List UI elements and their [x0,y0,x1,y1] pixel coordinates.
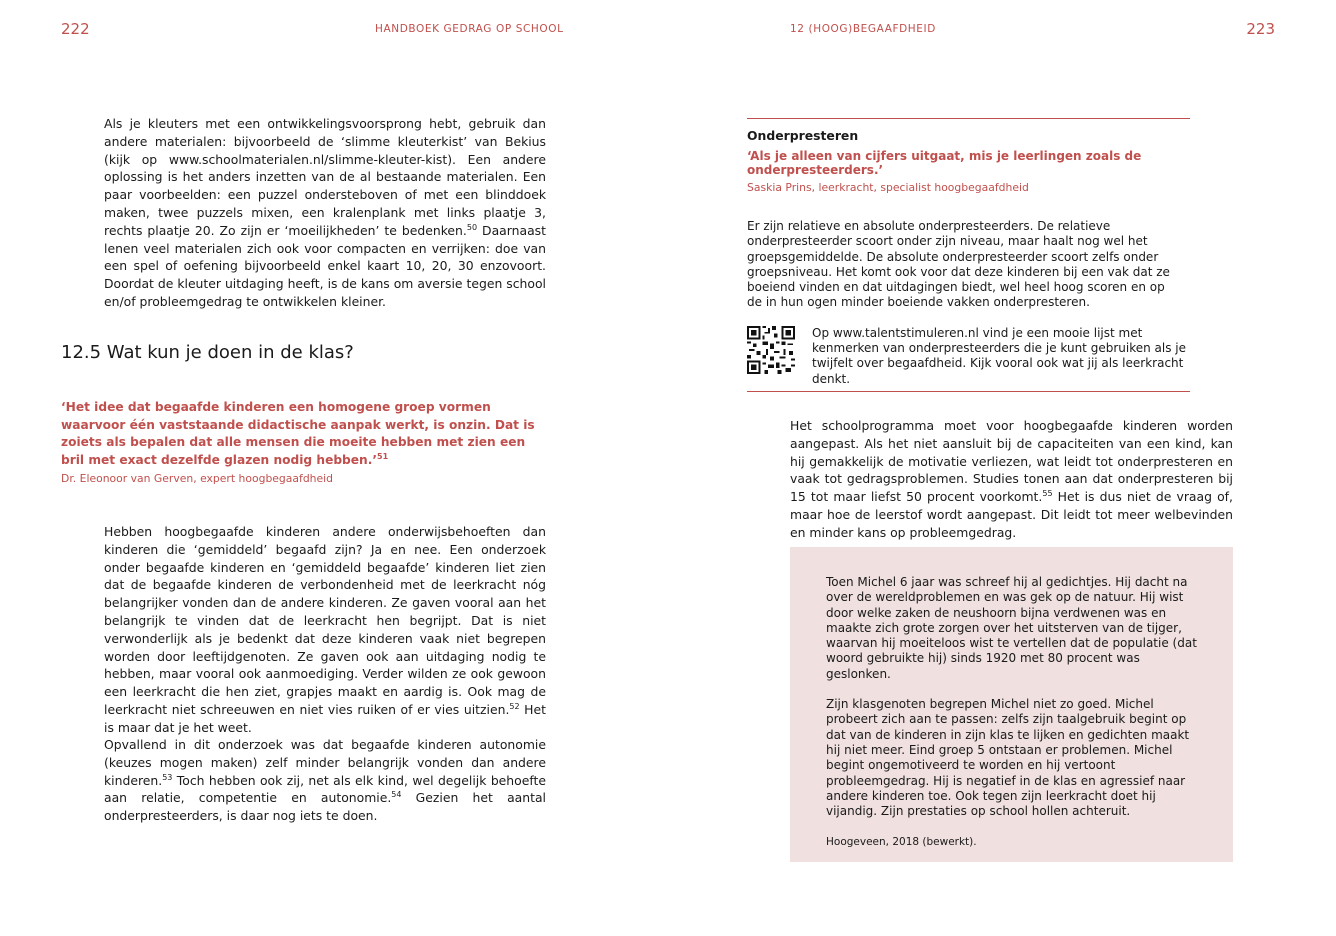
running-head-right: 12 (HOOG)BEGAAFDHEID [790,23,936,35]
case-paragraph-2: Zijn klasgenoten begrepen Michel niet zo goed. Michel probeert zich aan te passen: zelfs zijn taalgebruik begint op dat van de kinderen in zijn klas te lijken en gedichten maakt hij niet meer. Eind groep 5 ontstaan er problemen. Michel begint ongemotiveerd te worden en hij vertoont probleemgedrag. Hij is negatief in de klas en agressief naar andere kinderen toe. Ook tegen zijn leerkracht doet hij vijandig. Zijn prestaties op school hollen achteruit. [826,697,1190,819]
section-heading: 12.5 Wat kun je doen in de klas? [61,342,354,363]
box-bottom-rule [747,391,1190,392]
footnote-ref-55[interactable]: 55 [1042,489,1053,499]
box-top-rule [747,118,1190,119]
paragraph-3: Opvallend in dit onderzoek was dat begaafde kinderen autonomie (keuzes mogen maken) zelf minder belangrijk vonden dan andere kinderen.$^{53}$ Toch hebben ook zij, net als elk kind, wel degelijk behoefte aan relatie, competentie en autonomie.$^{54}$ Gezien het aantal onderpresteerders, is daar nog iets te doen. [104,737,546,824]
case-box [790,547,1233,862]
running-head-left: HANDBOEK GEDRAG OP SCHOOL [375,23,564,35]
quote-source: Dr. Eleonoor van Gerven, expert hoogbegaafdheid [61,472,334,486]
qr-row [747,326,1190,387]
quote-text: ‘Het idee dat begaafde kinderen een homogene groep vormen waarvoor één vaststaande didactische aanpak werkt, is onzin. Dat is zoiets als bepalen dat alle mensen die moeite hebben met zien een bril met exact dezelfde glazen nodig hebben.’ [61,400,535,467]
page-number-right: 223 [1246,20,1275,38]
box-quote-source: Saskia Prins, leerkracht, specialist hoogbegaafdheid [747,181,1029,194]
box-title: Onderpresteren [747,128,859,143]
onderpresteren-box [747,118,1190,392]
case-paragraph-1: Toen Michel 6 jaar was schreef hij al gedichtjes. Hij dacht na over de wereldproblemen en was gek op de natuur. Hij wist door welke zaken de neushoorn bijna verdwenen was en maakte zich grote zorgen over het uitsterven van de tijger, waarvan hij moeiteloos wist te vertellen dat de populatie (dat woord gebruikte hij) sinds 1920 met 80 procent was geslonken. [826,575,1197,681]
box-text: Er zijn relatieve en absolute onderpresteerders. De relatieve onderpresteerder scoort onder zijn niveau, maar haalt nog wel het groepsgemiddelde. De absolute onderpresteerder scoort zelfs onder groepsniveau. Het komt ook voor dat deze kinderen bij een vak dat ze boeiend vinden en dat uitdagingen biedt, wel heel hoog scoren en op de in hun ogen minder boeiende vakken onderpresteren. [747,219,1170,310]
intro-paragraph: Als je kleuters met een ontwikkelingsvoorsprong hebt, gebruik dan andere materialen: bijvoorbeeld de ‘slimme kleuterkist’ van Bekius (kijk op www.schoolmaterialen.nl/slimme-kleuter-kist). Een andere oplossing is het anders inzetten van de al bestaande materialen. Een paar voorbeelden: een puzzel ondersteboven of met een blinddoek maken, twee puzzels mixen, een kralenplank met links plaatje 3, rechts plaatje 20. Zo zijn er ‘moeilijkheden’ te bedenken.$^{50}$ Daarnaast lenen veel materialen zich ook voor compacten en verrijken: doe van een spel of oefening bijvoorbeeld enkel kaart 10, 20, 30 enzovoort. Doordat de kleuter uitdaging heeft, is de kans om aversie tegen school en/of probleemgedrag te ontwikkelen kleiner. [104,116,546,309]
footnote-ref-54[interactable]: 54 [391,790,402,800]
footnote-ref-51[interactable]: 51 [377,451,389,461]
footnote-ref-53[interactable]: 53 [162,772,173,782]
footnote-ref-52[interactable]: 52 [509,701,520,711]
box-quote: ‘Als je alleen van cijfers uitgaat, mis je leerlingen zoals de onderpresteerders.’ [747,149,1142,177]
case-source: Hoogeveen, 2018 (bewerkt). [826,836,977,849]
paragraph-2: Hebben hoogbegaafde kinderen andere onderwijsbehoeften dan kinderen die ‘gemiddeld’ begaafd zijn? Ja en nee. Een onderzoek onder begaafde kinderen en ‘gemiddeld begaafde’ kinderen liet zien dat de begaafde kinderen de verbondenheid met de leerkracht nóg belangrijker vonden dan de andere kinderen. Ze gaven vooral aan het belangrijk te vinden dat de leerkracht hen begrijpt. Dat is niet verwonderlijk als je bedenkt dat deze kinderen vaak niet begrepen worden door leeftijdgenoten. Ze gaven ook aan uitdaging nodig te hebben, maar vooral ook aanmoediging. Verder wilden ze ook gewoon een leerkracht die hen ziet, grapjes maakt en aardig is. Ook mag de leerkracht niet schreeuwen en niet vies ruiken of er vies uitzien.$^{52}$ Het is maar dat je het weet. [104,524,546,735]
qr-text: Op www.talentstimuleren.nl vind je een mooie lijst met kenmerken van onderpresteerders die je kunt gebruiken als je twijfelt over begaafdheid. Kijk vooral ook wat jij als leerkracht denkt. [812,325,1186,386]
pull-quote [61,399,546,485]
page-number-left: 222 [61,20,90,38]
qr-code-icon[interactable] [747,326,795,374]
right-paragraph: Het schoolprogramma moet voor hoogbegaafde kinderen worden aangepast. Als het niet aansluit bij de capaciteiten van een kind, kan hij gemakkelijk de motivatie verliezen, wat leidt tot onderpresteren en vaak tot gedragsproblemen. Studies tonen aan dat onderpresteren bij 15 tot maar liefst 50 procent voorkomt.$^{55}$ Het is dus niet de vraag of, maar hoe de leerstof wordt aangepast. Dit leidt tot meer welbevinden en minder kans op probleemgedrag. [790,418,1233,540]
footnote-ref-50[interactable]: 50 [466,222,478,232]
